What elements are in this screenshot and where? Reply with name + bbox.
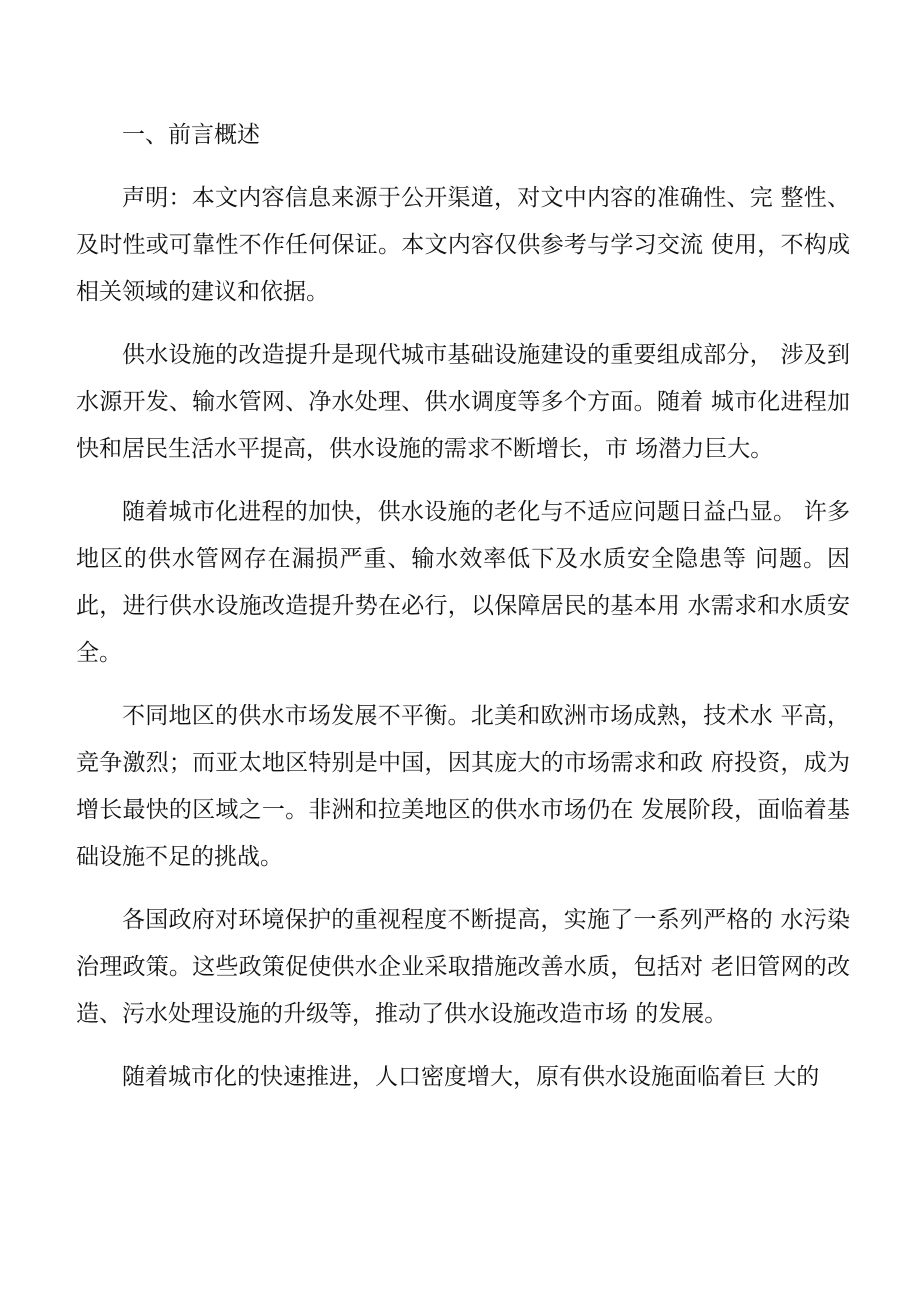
paragraph-aging-facilities: 随着城市化进程的加快，供水设施的老化与不适应问题日益凸显。 许多地区的供水管网存在漏损严重、输水效率低下及水质安全隐患等 问题。因此，进行供水设施改造提升势在必行，以保障居民的基本用 水需求和水质安全。 [76, 499, 850, 666]
section-heading: 一、前言概述 [122, 122, 260, 148]
paragraph-urbanization: 随着城市化的快速推进，人口密度增大，原有供水设施面临着巨 大的 [122, 1064, 820, 1090]
paragraph-regional-markets: 不同地区的供水市场发展不平衡。北美和欧洲市场成熟，技术水 平高，竞争激烈；而亚太地区特别是中国，因其庞大的市场需求和政 府投资，成为增长最快的区域之一。非洲和拉美地区的供水市场仍在 发展阶段，面临着基础设施不足的挑战。 [76, 703, 850, 870]
paragraph-water-facility-upgrade: 供水设施的改造提升是现代城市基础设施建设的重要组成部分， 涉及到水源开发、输水管网、净水处理、供水调度等多个方面。随着 城市化进程加快和居民生活水平提高，供水设施的需求不断增长，市 场潜力巨大。 [76, 342, 850, 462]
paragraph-disclaimer: 声明：本文内容信息来源于公开渠道，对文中内容的准确性、完 整性、及时性或可靠性不作任何保证。本文内容仅供参考与学习交流 使用，不构成相关领域的建议和依据。 [76, 185, 850, 305]
paragraph-environmental-policy: 各国政府对环境保护的重视程度不断提高，实施了一系列严格的 水污染治理政策。这些政策促使供水企业采取措施改善水质，包括对 老旧管网的改造、污水处理设施的升级等，推动了供水设施改造市场 的发展。 [76, 907, 850, 1027]
